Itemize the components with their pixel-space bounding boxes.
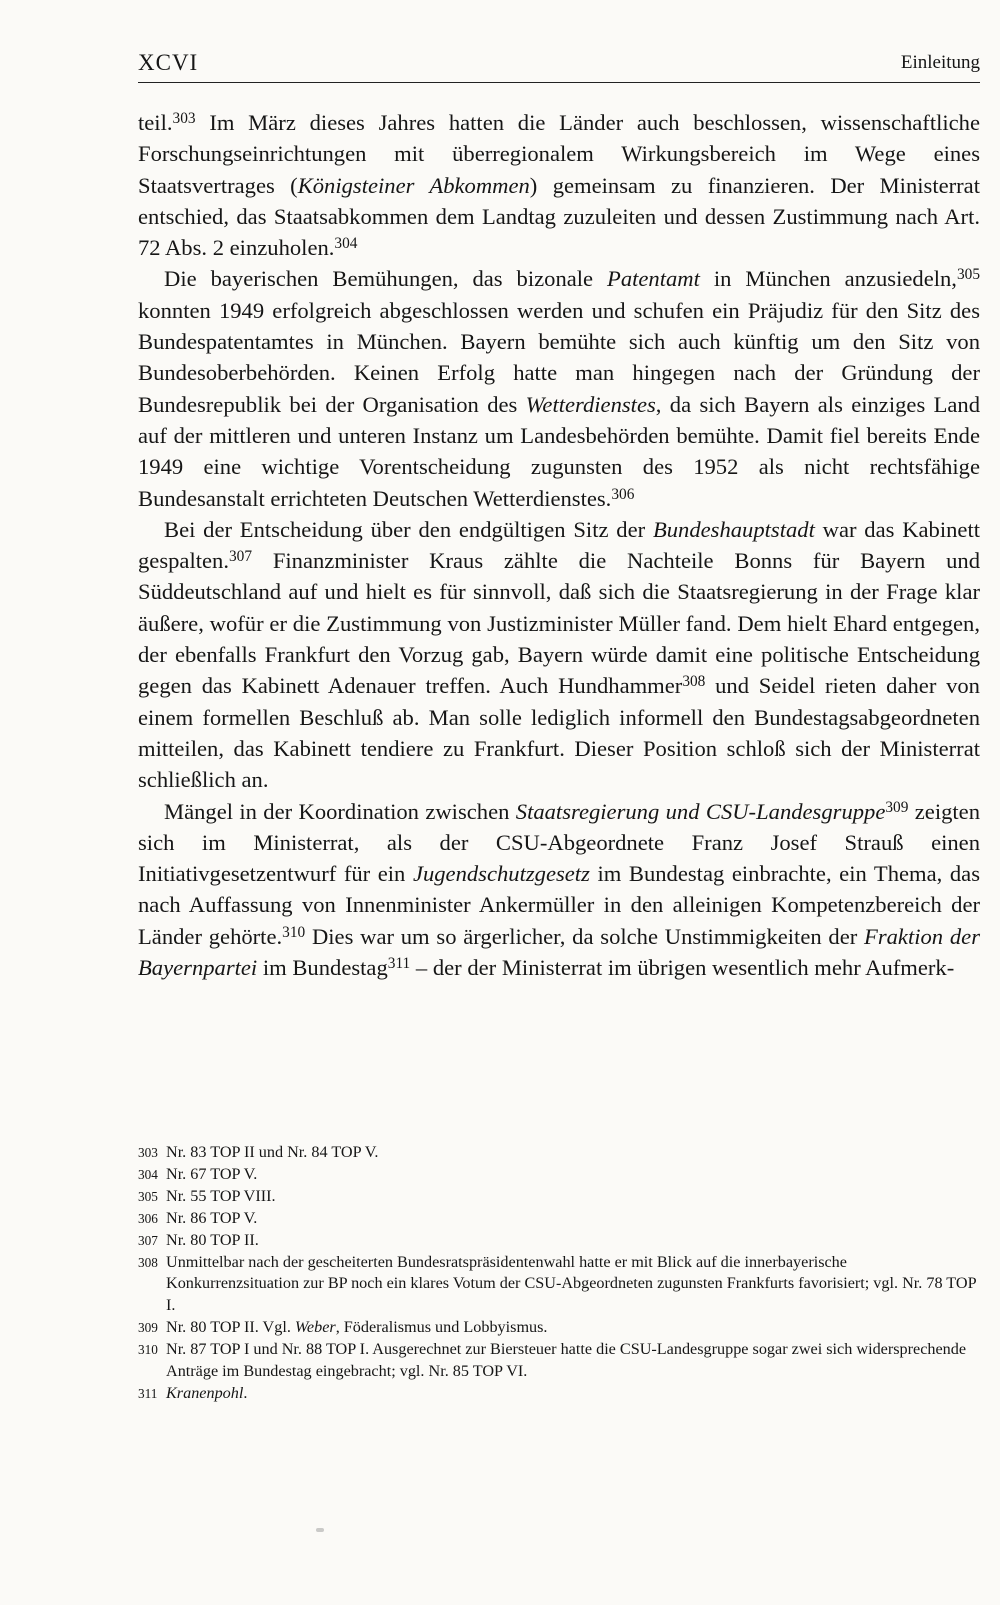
footnote-ref: 305	[956, 266, 980, 284]
footnote-number: 309	[138, 1320, 158, 1336]
footnote-number: 306	[138, 1210, 158, 1226]
footnote-ref: 308	[682, 673, 706, 691]
footnote-ref: 304	[334, 235, 358, 253]
footnote-text	[166, 1209, 257, 1227]
text-run: Nr. 87 TOP I und Nr. 88 TOP I. Ausgerechnet zur Biersteuer hatte die CSU-Landesgruppe sogar zwei sich widersprechende Anträge im Bundestag eingebracht; vgl. Nr. 85 TOP VI.	[166, 1340, 967, 1381]
italic-term: Weber	[294, 1318, 336, 1337]
text-run: , da sich Bayern als einziges Land auf der mittleren und unteren Instanz um Landesbehörden bemühte. Damit fiel bereits Ende 1949 eine wichtige Vorentscheidung zugunsten des 1952 als nicht rechtsfähige Bundesanstalt errichteten Deutschen Wetterdienstes.	[138, 391, 980, 511]
footnote-text	[166, 1143, 378, 1161]
footnote-number: 304	[138, 1166, 158, 1182]
text-run: Nr. 83 TOP II und Nr. 84 TOP V.	[166, 1143, 379, 1161]
text-run: Nr. 86 TOP V.	[166, 1208, 258, 1227]
footnote	[138, 1142, 980, 1164]
text-run: – der der Ministerrat im übrigen wesentlich mehr Aufmerk-	[410, 955, 955, 981]
footnote-text	[166, 1340, 966, 1380]
paragraph	[138, 514, 980, 796]
footnote	[138, 1186, 980, 1208]
text-run: Nr. 80 TOP II. Vgl.	[166, 1318, 295, 1337]
text-run: teil.	[138, 110, 173, 135]
footnote	[138, 1317, 980, 1339]
footnote-number: 311	[138, 1385, 158, 1401]
footnote	[138, 1339, 980, 1383]
italic-term: Fraktion der Bayernpartei	[138, 923, 980, 981]
text-run: im Bundestag einbrachte, ein Thema, das nach Auffassung von Innenminister Ankermüller in den alleinigen Kompetenzbereich der Länder gehörte.	[138, 861, 981, 949]
footnote	[138, 1383, 980, 1405]
text-run: Nr. 67 TOP V.	[166, 1164, 258, 1183]
footnote-text	[166, 1253, 976, 1315]
text-run: Mängel in der Koordination zwischen	[164, 798, 516, 824]
running-header	[138, 50, 980, 83]
footnote-number: 310	[138, 1342, 158, 1358]
footnote-text	[166, 1318, 547, 1336]
italic-term: Königsteiner Abkommen	[297, 172, 530, 198]
footnote-text	[166, 1384, 247, 1402]
text-run: Finanzminister Kraus zählte die Nachteile Bonns für Bayern und Süddeutschland auf und hielt es für sinnvoll, daß sich die Staatsregierung in der Frage klar äußere, wofür er die Zustimmung von Justizminister Müller fand. Dem hielt Ehard entgegen, der ebenfalls Frankfurt den Vorzug gab, Bayern würde damit eine politische Entscheidung gegen das Kabinett Adenauer treffen. Auch Hundhammer	[138, 548, 980, 699]
italic-term: Kranenpohl	[166, 1383, 244, 1402]
print-speck	[316, 1528, 324, 1532]
section-title: Einleitung	[900, 52, 980, 73]
footnote-number: 308	[138, 1254, 158, 1270]
footnote-ref: 303	[172, 110, 196, 128]
text-run: Dies war um so ärgerlicher, da solche Unstimmigkeiten der	[305, 923, 865, 949]
text-run: konnten 1949 erfolgreich abgeschlossen werden und schufen ein Präjudiz für den Sitz des Bundespatentamtes in München. Bayern bemühte sich auch künftig um den Sitz von Bundesoberbehörden. Keinen Erfolg hatte man hingegen nach der Gründung der Bundesrepublik bei der Organisation des	[138, 297, 980, 417]
text-run: , Föderalismus und Lobbyismus.	[335, 1318, 548, 1337]
footnote-text	[166, 1187, 276, 1205]
footnote-ref: 307	[228, 548, 253, 566]
main-text	[138, 107, 980, 983]
text-run: Unmittelbar nach der gescheiterten Bundesratspräsidentenwahl hatte er mit Blick auf die innerbayerische Konkurrenzsituation zur BP noch ein klares Votum der CSU-Abgeordneten zugunsten Frankfurts favorisiert; vgl. Nr. 78 TOP I.	[166, 1252, 976, 1315]
footnote-text	[166, 1231, 259, 1249]
text-run: .	[243, 1383, 248, 1402]
text-run: ) gemeinsam zu finanzieren. Der Ministerrat entschied, das Staatsabkommen dem Landtag zuzuleiten und dessen Zustimmung nach Art. 72 Abs. 2 einzuholen.	[138, 172, 980, 261]
footnote-ref: 310	[282, 923, 306, 941]
paragraph	[138, 263, 980, 513]
footnotes	[138, 1142, 980, 1405]
paragraph	[138, 796, 980, 984]
footnote-ref: 306	[611, 485, 635, 503]
text-run: in München anzusiedeln,	[699, 266, 957, 292]
text-run: Bei der Entscheidung über den endgültigen Sitz der	[164, 516, 653, 542]
footnote-number: 305	[138, 1188, 158, 1204]
text-run: Nr. 55 TOP VIII.	[166, 1186, 276, 1205]
footnote-number: 307	[138, 1232, 158, 1248]
book-page	[138, 0, 980, 1605]
text-run: Im März dieses Jahres hatten die Länder auch beschlossen, wissenschaftliche Forschungseinrichtungen mit überregionalem Wirkungsbereich im Wege eines Staatsvertrages (	[138, 110, 980, 198]
text-run: im Bundestag	[257, 955, 388, 981]
paragraph	[138, 107, 980, 263]
footnote-ref: 311	[387, 955, 411, 973]
text-run: war das Kabinett gespalten.	[138, 516, 980, 574]
footnote-ref: 309	[885, 798, 909, 816]
page-number: XCVI	[138, 50, 199, 75]
italic-term: Wetterdienstes	[525, 391, 656, 417]
italic-term: Bundeshauptstadt	[652, 516, 815, 542]
footnote-text	[166, 1165, 257, 1183]
text-run: und Seidel rieten daher von einem formellen Beschluß ab. Man solle lediglich informell den Bundestagsabgeordneten mitteilen, das Kabinett tendiere zu Frankfurt. Dieser Position schloß sich der Ministerrat schließlich an.	[138, 673, 980, 793]
footnote	[138, 1230, 980, 1252]
footnote	[138, 1164, 980, 1186]
text-run: zeigten sich im Ministerrat, als der CSU-Abgeordnete Franz Josef Strauß einen Initiativgesetzentwurf für ein	[138, 798, 981, 887]
italic-term: Jugendschutzgesetz	[412, 861, 590, 887]
text-run: Nr. 80 TOP II.	[166, 1230, 259, 1249]
text-run: Die bayerischen Bemühungen, das bizonale	[164, 266, 608, 292]
footnote-number: 303	[138, 1145, 158, 1160]
italic-term: Patentamt	[607, 266, 700, 292]
italic-term: Staatsregierung und CSU-Landesgruppe	[515, 798, 886, 824]
footnote	[138, 1208, 980, 1230]
footnote	[138, 1252, 980, 1318]
